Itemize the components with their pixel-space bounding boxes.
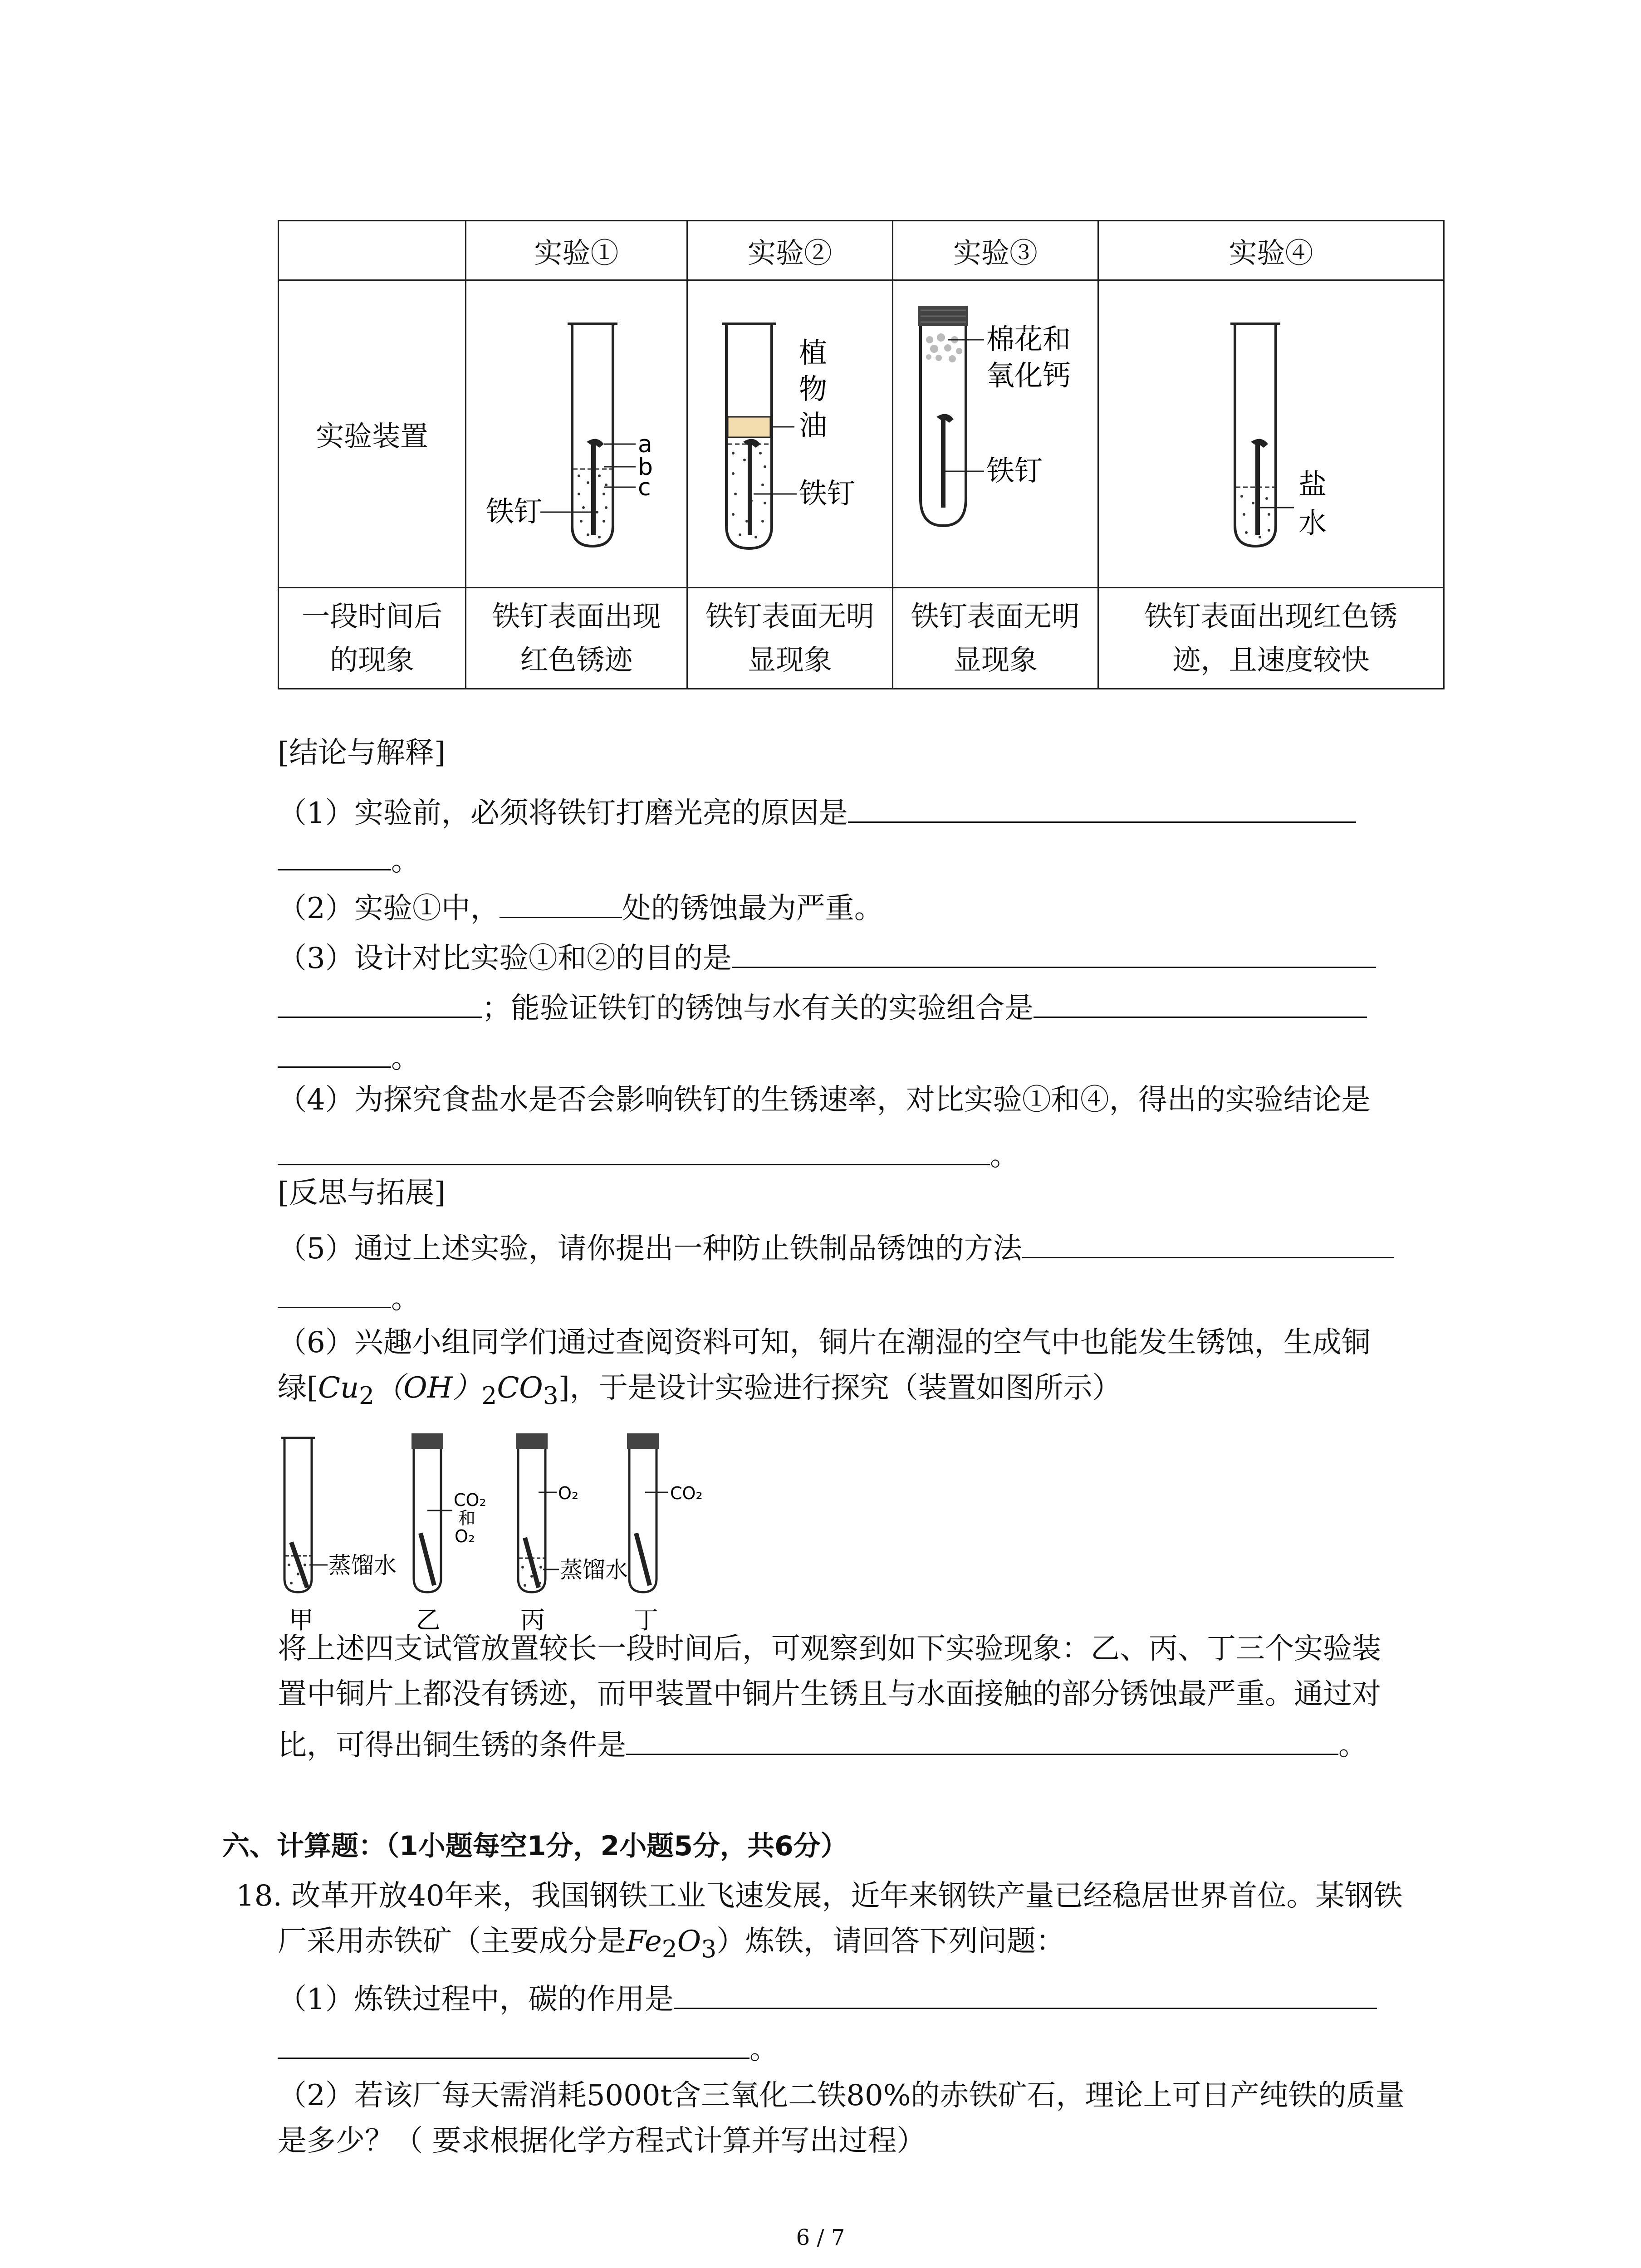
q1-line2: 。 <box>278 839 420 879</box>
label-yi-gas-1: CO₂ <box>454 1490 486 1510</box>
q5-blank[interactable] <box>1022 1227 1394 1258</box>
q6-line2: 绿$[Cu_2(OH)_2CO_3]$，于是设计实验进行探究（装置如图所示） <box>278 1371 1122 1410</box>
q6-para2: 置中铜片上都没有锈迹，而甲装置中铜片生锈且与水面接触的部分锈蚀最严重。通过对 <box>278 1677 1381 1711</box>
label-bing: 丙 <box>520 1606 545 1634</box>
label-oil-3: 油 <box>799 409 828 442</box>
q6-para1: 将上述四支试管放置较长一段时间后，可观察到如下实验现象：乙、丙、丁三个实验装 <box>278 1632 1381 1666</box>
q1-blank-cont[interactable] <box>278 839 391 870</box>
q18-p2-line2: 是多少？（ 要求根据化学方程式计算并写出过程） <box>278 2124 926 2158</box>
q2-blank[interactable] <box>500 887 622 918</box>
q18-line2: 厂采用赤铁矿（主要成分是$Fe_2O_3$）炼铁，请回答下列问题： <box>278 1925 1065 1963</box>
header-exp3: 实验③ <box>893 221 1098 280</box>
apparatus-exp2 <box>687 280 893 588</box>
q1-blank[interactable] <box>848 792 1356 823</box>
header-exp2: 实验② <box>687 221 893 280</box>
result-exp2: 铁钉表面无明 显现象 <box>687 588 893 689</box>
apparatus-exp1 <box>466 280 687 588</box>
q18-p1-blank-cont[interactable] <box>278 2028 749 2059</box>
page-number: 6 / 7 <box>796 2225 845 2250</box>
label-ding-gas: CO₂ <box>670 1483 703 1503</box>
result-exp3: 铁钉表面无明 显现象 <box>893 588 1098 689</box>
apparatus-exp4 <box>1098 280 1444 588</box>
q3-blank-2[interactable] <box>1034 987 1367 1018</box>
q4-blank[interactable] <box>278 1134 990 1165</box>
header-cell-empty <box>279 221 466 280</box>
q5-line: （5）通过上述实验，请你提出一种防止铁制品锈蚀的方法 <box>278 1227 1394 1267</box>
label-oil-2: 物 <box>799 372 828 406</box>
q2-line: （2）实验①中， 处的锈蚀最为严重。 <box>278 887 883 927</box>
label-yi: 乙 <box>416 1606 441 1634</box>
label-water-bing: 蒸馏水 <box>560 1557 628 1583</box>
q1-line: （1）实验前，必须将铁钉打磨光亮的原因是 <box>278 792 1356 831</box>
label-yi-gas-3: O₂ <box>455 1526 475 1546</box>
result-exp4: 铁钉表面出现红色锈 迹，且速度较快 <box>1098 588 1444 689</box>
result-exp1: 铁钉表面出现 红色锈迹 <box>466 588 687 689</box>
test-tube-exp2-figure <box>688 281 892 580</box>
label-a: a <box>637 431 652 458</box>
label-salt-2: 水 <box>1298 506 1327 539</box>
q4-line: （4）为探究食盐水是否会影响铁钉的生锈速率，对比实验①和④，得出的实验结论是 <box>278 1083 1371 1117</box>
result-label: 一段时间后 的现象 <box>279 588 466 689</box>
q6-para3: 比，可得出铜生锈的条件是 。 <box>278 1724 1367 1764</box>
q3-line3: 。 <box>278 1036 420 1076</box>
q5-blank-cont[interactable] <box>278 1277 391 1308</box>
test-tube-exp4-figure <box>1112 281 1430 580</box>
experiment-table <box>278 220 1445 689</box>
q6-line1: （6）兴趣小组同学们通过查阅资料可知，铜片在潮湿的空气中也能发生锈蚀，生成铜 <box>278 1326 1371 1359</box>
label-ding: 丁 <box>634 1606 658 1634</box>
q18-p1: （1）炼铁过程中，碳的作用是 <box>278 1978 1377 2018</box>
label-c: c <box>637 474 651 501</box>
q6-blank[interactable] <box>626 1724 1338 1755</box>
test-tube-exp1-figure <box>468 281 686 580</box>
label-yi-gas-2: 和 <box>458 1508 476 1528</box>
q18-p2-line1: （2）若该厂每天需消耗5000t含三氧化二铁80%的赤铁矿石，理论上可日产纯铁的质量 <box>278 2079 1405 2112</box>
label-salt-1: 盐 <box>1298 468 1327 501</box>
label-jia: 甲 <box>289 1606 314 1634</box>
label-nail-3: 铁钉 <box>986 454 1043 487</box>
header-exp1: 实验① <box>466 221 687 280</box>
q3-blank-1[interactable] <box>732 937 1376 968</box>
q18-p1-line2: 。 <box>278 2028 779 2068</box>
copper-rust-figure <box>278 1429 731 1637</box>
label-cotton-1: 棉花和 <box>986 323 1071 356</box>
label-nail-1: 铁钉 <box>485 495 542 528</box>
label-oil-1: 植 <box>799 336 828 369</box>
label-nail-2: 铁钉 <box>799 477 856 510</box>
q3-line: （3）设计对比实验①和②的目的是 <box>278 937 1376 977</box>
label-bing-gas: O₂ <box>558 1483 579 1503</box>
reflection-heading: [反思与拓展] <box>278 1176 446 1210</box>
header-exp4: 实验④ <box>1098 221 1444 280</box>
label-water-jia: 蒸馏水 <box>328 1552 397 1579</box>
q18-line1: 18. 改革开放40年来，我国钢铁工业飞速发展，近年来钢铁产量已经稳居世界首位。某钢铁 <box>236 1879 1403 1913</box>
section6-heading: 六、计算题：（1小题每空1分，2小题5分，共6分） <box>222 1830 848 1862</box>
apparatus-exp3 <box>893 280 1098 588</box>
apparatus-label: 实验装置 <box>279 280 466 588</box>
q3-line2: ；能验证铁钉的锈蚀与水有关的实验组合是 <box>278 987 1367 1026</box>
label-b: b <box>637 454 653 481</box>
q3-blank-1-cont[interactable] <box>278 987 482 1018</box>
q5-line2: 。 <box>278 1277 420 1317</box>
q4-line2: 。 <box>278 1134 1019 1174</box>
conclusion-heading: [结论与解释] <box>278 736 446 770</box>
test-tube-exp3-figure <box>893 281 1097 580</box>
label-cotton-2: 氧化钙 <box>986 359 1071 392</box>
q18-p1-blank[interactable] <box>674 1978 1377 2009</box>
q3-blank-2-cont[interactable] <box>278 1036 391 1068</box>
